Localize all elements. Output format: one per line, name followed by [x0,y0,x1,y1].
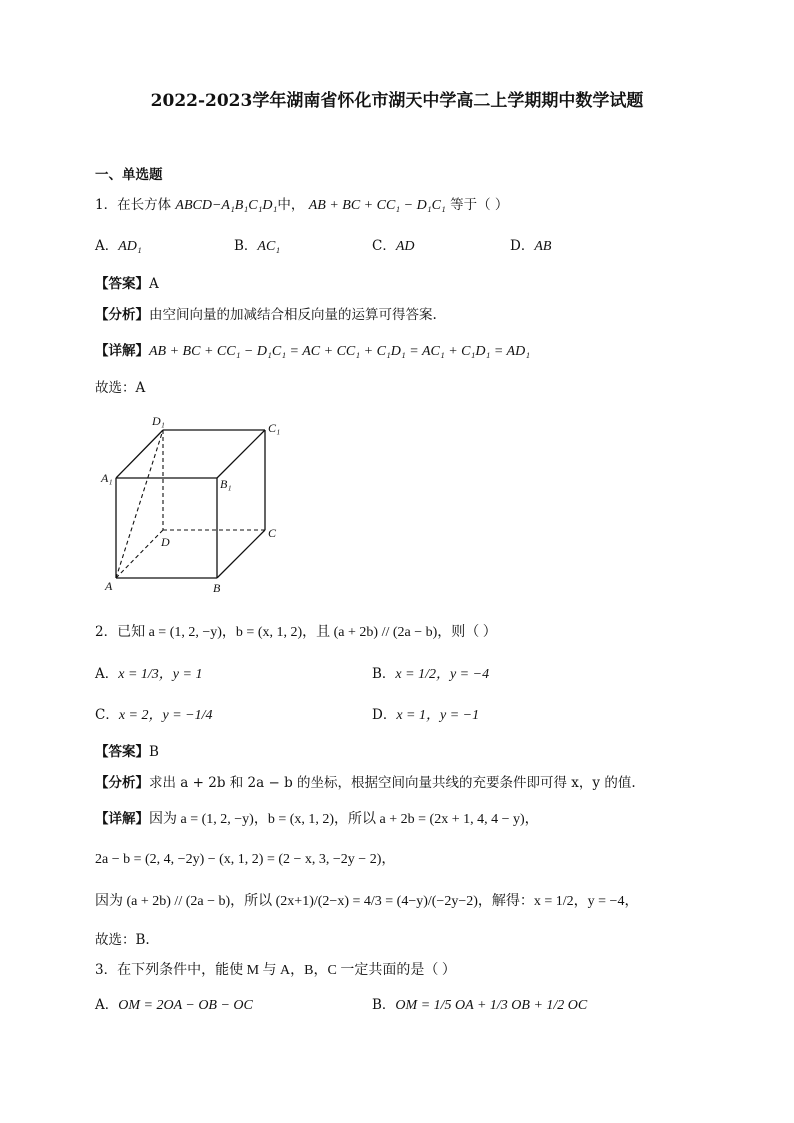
q1-option-d[interactable] [510,234,551,255]
answer-value: A [149,276,159,292]
stem-text: 已知 a = (1, 2, −y)，b = (x, 1, 2)，且 (a + 2b) // (2a − b)，则（ ） [117,625,497,640]
analysis-tag: 【分析】 [95,307,149,323]
question-number: 3． [95,962,118,978]
option-label: B． [372,666,396,682]
q2-option-d[interactable] [372,703,479,724]
vector-expression: AB + BC + CC₁ − D₁C₁ [308,198,446,213]
q1-option-c[interactable] [372,234,415,255]
option-label: D． [510,238,535,254]
analysis-tag: 【分析】 [95,775,149,791]
detail-text: 因为 a = (1, 2, −y)，b = (x, 1, 2)，所以 a + 2b = (2x + 1, 4, 4 − y)， [149,812,539,827]
q2-detail-line-3: 因为 (a + 2b) // (2a − b)，所以 (2x+1)/(2−x) = 4/3 = (4−y)/(−2y−2)，解得：x = 1/2，y = −4， [95,894,639,909]
label-a1: A₁ [101,471,113,485]
q1-detail [95,339,530,360]
label-b1: B₁ [220,477,232,491]
question-number: 1． [95,197,118,213]
q1-conclusion: 故选：A [95,380,146,396]
page-title: 2022-2023学年湖南省怀化市湖天中学高二上学期期中数学试题 [150,91,644,111]
label-c: C [268,526,277,540]
option-text: x = 1，y = −1 [396,708,480,723]
option-text: OM = 1/5 OA + 1/3 OB + 1/2 OC [395,998,588,1013]
option-label: C． [95,707,119,723]
q1-option-b[interactable] [234,234,280,255]
option-label: A． [95,997,119,1013]
detail-text: AB + BC + CC₁ − D₁C₁ = AC + CC₁ + C₁D₁ = AC₁ + C₁D₁ = AD₁ [149,344,531,359]
q1-answer [95,272,159,292]
q3-option-b[interactable] [372,993,587,1014]
question-number: 2． [95,624,118,640]
q1-analysis [95,303,437,323]
option-label: B． [234,238,258,254]
option-text: x = 1/2，y = −4 [395,667,490,682]
option-label: A． [95,666,119,682]
label-d1: D₁ [152,414,165,428]
option-text: AD₁ [118,239,142,254]
cuboid-figure [100,410,300,595]
question-1-stem [95,193,508,214]
q2-option-a[interactable] [95,662,202,683]
label-c1: C₁ [268,421,281,435]
stem-text: 中， [277,197,305,213]
option-text: AB [534,239,552,254]
option-text: AD [395,239,415,254]
answer-tag: 【答案】 [95,276,149,292]
option-label: A． [95,238,119,254]
analysis-text: 求出 a + 2b 和 2a − b 的坐标，根据空间向量共线的充要条件即可得 x，y 的值. [149,775,636,791]
label-d: D [161,535,170,549]
label-a: A [105,579,113,593]
q1-option-a[interactable] [95,234,142,255]
stem-text: 在下列条件中，能使 M 与 A，B，C 一定共面的是（ ） [117,963,456,978]
answer-tag: 【答案】 [95,744,149,760]
option-text: AC₁ [257,239,281,254]
q2-analysis [95,771,636,791]
stem-text: 等于（ ） [450,197,509,213]
question-3-stem [95,958,456,979]
option-label: C． [372,238,396,254]
detail-tag: 【详解】 [95,343,149,359]
option-label: B． [372,997,396,1013]
detail-tag: 【详解】 [95,811,149,827]
q2-conclusion: 故选：B. [95,932,150,948]
question-2-stem [95,620,497,641]
q2-option-c[interactable] [95,703,213,724]
cuboid-name: ABCD−A₁B₁C₁D₁ [175,198,278,213]
option-text: OM = 2OA − OB − OC [118,998,253,1013]
option-text: x = 2，y = −1/4 [118,708,213,723]
option-text: x = 1/3，y = 1 [118,667,203,682]
answer-value: B [149,744,159,760]
section-heading: 一、单选题 [95,167,163,183]
q2-option-b[interactable] [372,662,489,683]
q2-detail-line-1 [95,807,539,828]
q2-answer [95,740,159,760]
q3-option-a[interactable] [95,993,253,1014]
label-b: B [213,581,221,595]
q2-detail-line-2: 2a − b = (2, 4, −2y) − (x, 1, 2) = (2 − x, 3, −2y − 2)， [95,852,396,867]
option-label: D． [372,707,397,723]
stem-text: 在长方体 [117,197,172,213]
analysis-text: 由空间向量的加减结合相反向量的运算可得答案. [149,307,437,323]
